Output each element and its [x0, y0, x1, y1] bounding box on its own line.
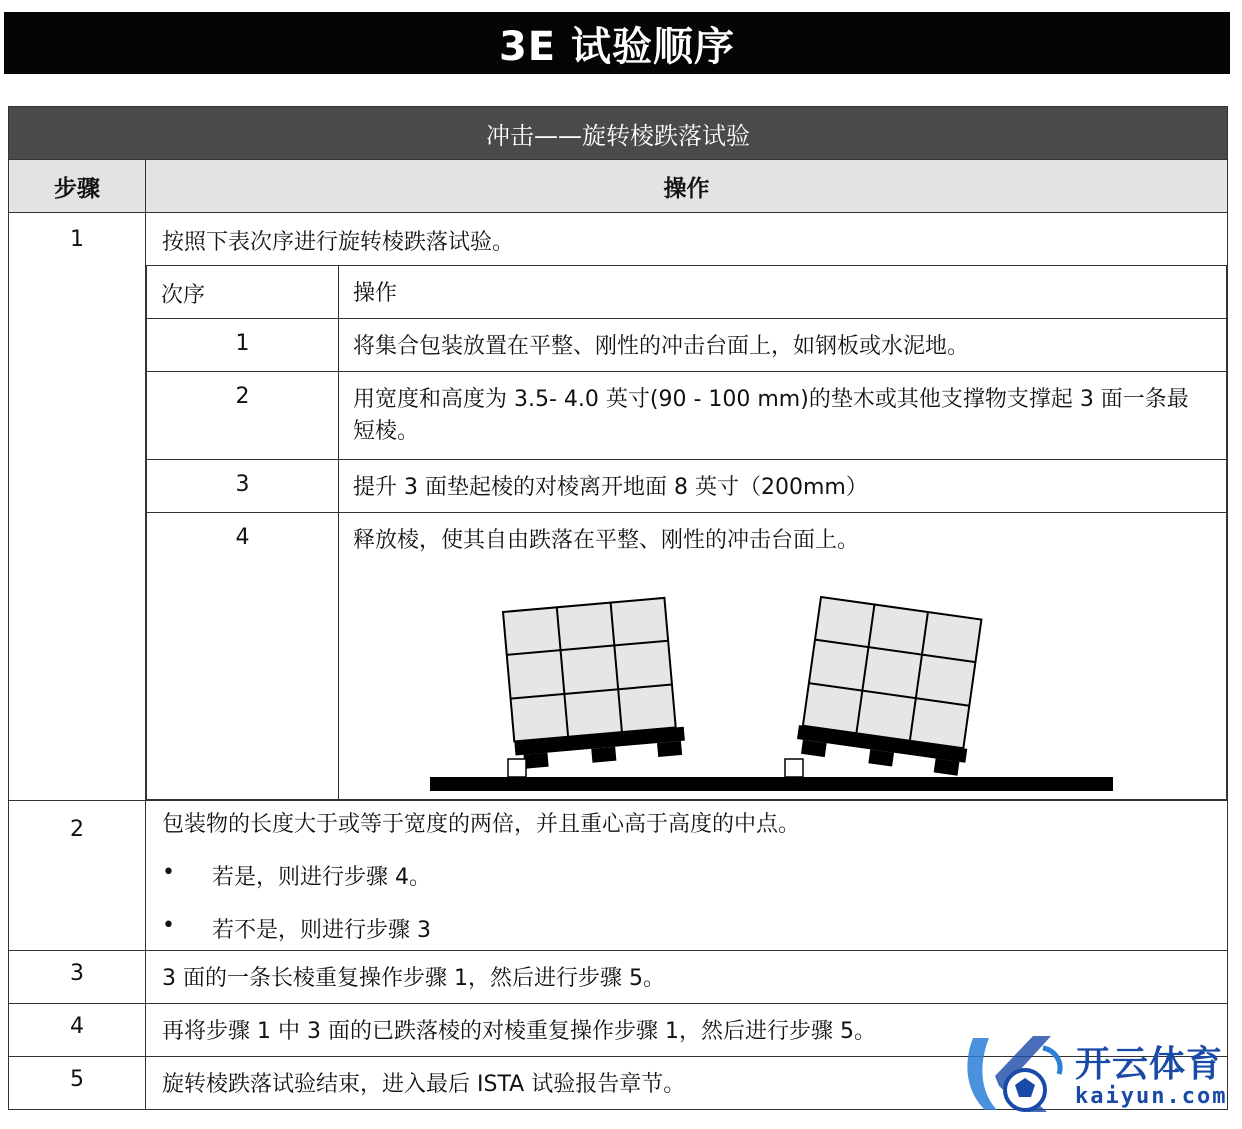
drop-sequence-table: [146, 265, 1227, 800]
step-number: 4: [9, 1004, 146, 1057]
inner-header-row: [147, 266, 1227, 319]
seq-text: 释放棱，使其自由跌落在平整、刚性的冲击台面上。: [353, 528, 860, 553]
watermark-logo: [955, 1028, 1235, 1118]
table-row: [9, 951, 1228, 1004]
rotational-drop-illustration: [353, 577, 1233, 797]
seq-text: 将集合包装放置在平整、刚性的冲击台面上，如钢板或水泥地。: [339, 319, 1227, 372]
table-row: [9, 801, 1228, 951]
step-number: 3: [9, 951, 146, 1004]
operation-column-header: 操作: [146, 160, 1228, 213]
seq-number: 2: [147, 372, 339, 460]
watermark-brand-cn: 开云体育: [1075, 1044, 1224, 1085]
bullet-dot: •: [162, 860, 175, 885]
bullet-text: 若不是，则进行步骤 3: [212, 918, 431, 943]
table-row: [147, 372, 1227, 460]
bullet-dot: •: [162, 913, 175, 938]
pallet-load-left: [503, 597, 686, 769]
bullet-item: [162, 860, 1227, 891]
watermark-brand-en: kaiyun.com: [1075, 1084, 1228, 1109]
support-block-right: [785, 759, 803, 777]
step-text: 旋转棱跌落试验结束，进入最后 ISTA 试验报告章节。: [146, 1057, 1228, 1110]
seq-number: 1: [147, 319, 339, 372]
pallet-load-right: [795, 596, 985, 776]
procedure-table: [8, 106, 1228, 1110]
step-operation: [146, 213, 1228, 801]
inner-operation-header: 操作: [339, 266, 1227, 319]
seq-number: 4: [147, 513, 339, 800]
table-row: [147, 460, 1227, 513]
table-row: [147, 319, 1227, 372]
bullet-text: 若是，则进行步骤 4。: [212, 865, 431, 890]
section-title: 冲击——旋转棱跌落试验: [9, 107, 1228, 160]
seq-column-header: 次序: [147, 266, 339, 319]
step-text: 包装物的长度大于或等于宽度的两倍，并且重心高于高度的中点。: [162, 812, 801, 837]
kaiyun-logo-icon: [955, 1028, 1070, 1118]
step-text: 按照下表次序进行旋转棱跌落试验。: [162, 230, 515, 255]
page-title: 3E 试验顺序: [4, 12, 1230, 74]
step-number: 2: [9, 801, 146, 951]
seq-text: 提升 3 面垫起棱的对棱离开地面 8 英寸（200mm）: [339, 460, 1227, 513]
bullet-item: [162, 913, 1227, 944]
step-operation: [146, 801, 1228, 951]
step-text: 3 面的一条长棱重复操作步骤 1，然后进行步骤 5。: [146, 951, 1228, 1004]
seq-number: 3: [147, 460, 339, 513]
support-block-left: [508, 759, 526, 777]
table-row: [147, 513, 1227, 800]
step-number: 1: [9, 213, 146, 801]
seq-text: 用宽度和高度为 3.5- 4.0 英寸(90 - 100 mm)的垫木或其他支撑物支撑起 3 面一条最短棱。: [339, 372, 1227, 460]
step-number: 5: [9, 1057, 146, 1110]
table-row: [9, 213, 1228, 801]
seq-cell: [339, 513, 1227, 800]
step-column-header: 步骤: [9, 160, 146, 213]
impact-surface: [430, 777, 1113, 791]
step-text: 再将步骤 1 中 3 面的已跌落棱的对棱重复操作步骤 1，然后进行步骤 5。: [146, 1004, 1228, 1057]
